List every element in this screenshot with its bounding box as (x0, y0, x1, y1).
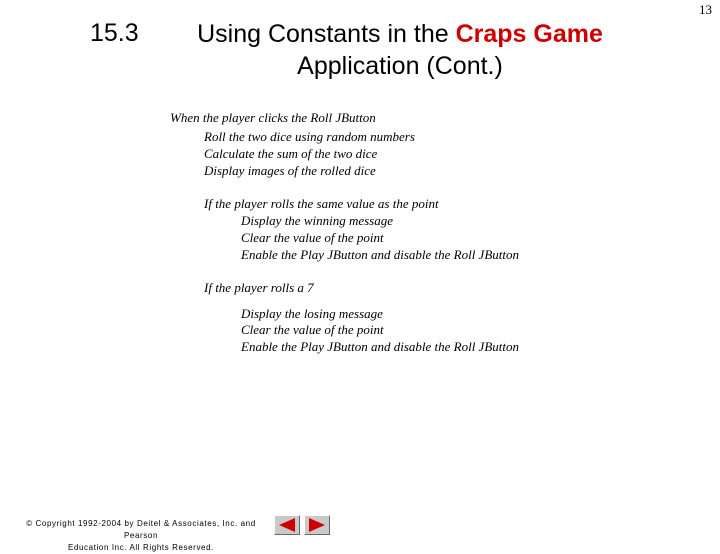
copyright-notice (10, 518, 272, 554)
previous-slide-button[interactable] (274, 515, 300, 535)
next-slide-button[interactable] (304, 515, 330, 535)
left-triangle-icon (278, 518, 296, 532)
copyright-line: © Copyright 1992-2004 by Deitel & Associates, Inc. and Pearson (26, 519, 256, 540)
pseudocode-line: Clear the value of the point (241, 322, 384, 337)
pseudocode-line: Enable the Play JButton and disable the Roll JButton (241, 339, 519, 354)
pseudocode-line: If the player rolls a 7 (204, 280, 314, 295)
pseudocode-line: Display the winning message (241, 213, 394, 228)
section-number: 15.3 (90, 19, 139, 47)
slide-title (160, 18, 640, 82)
page-number: 13 (699, 2, 712, 17)
right-triangle-icon (308, 518, 326, 532)
pseudocode-line: Display the losing message (241, 306, 383, 321)
title-highlight: Craps Game (455, 20, 603, 48)
pseudocode-line: If the player rolls the same value as the point (204, 196, 439, 211)
title-prefix: Using Constants in the (197, 20, 456, 48)
pseudocode-line: Enable the Play JButton and disable the Roll JButton (241, 247, 519, 262)
pseudocode-line: When the player clicks the Roll JButton (170, 110, 376, 125)
title-suffix: Application (Cont.) (297, 52, 503, 80)
slide-navigation (274, 515, 330, 535)
pseudocode-line: Calculate the sum of the two dice (204, 146, 378, 161)
copyright-line: Education Inc. All Rights Reserved. (68, 543, 214, 552)
pseudocode-line: Roll the two dice using random numbers (204, 129, 415, 144)
pseudocode-line: Display images of the rolled dice (204, 163, 376, 178)
pseudocode-line: Clear the value of the point (241, 230, 384, 245)
